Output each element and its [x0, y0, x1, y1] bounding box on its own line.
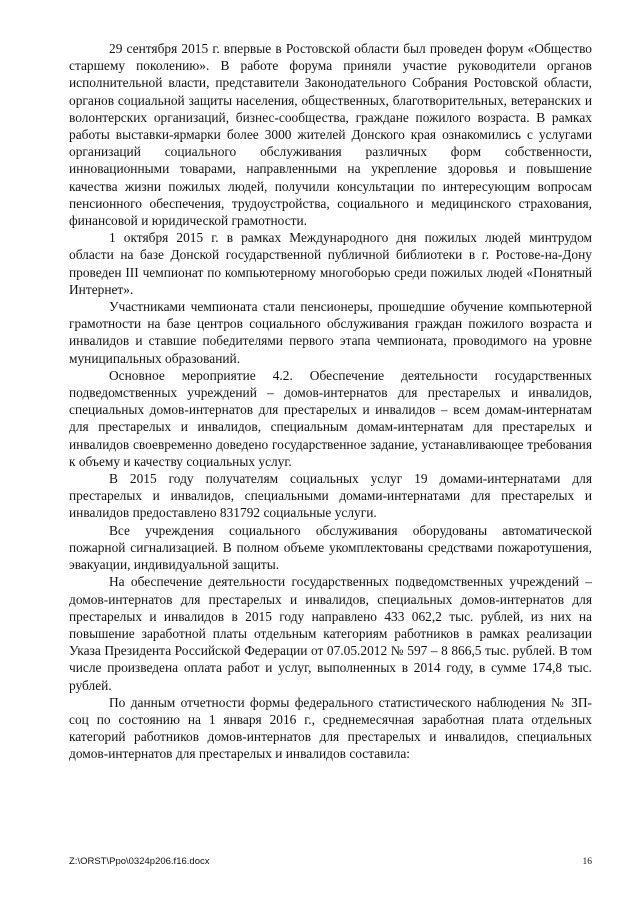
page-number: 16	[582, 857, 592, 867]
paragraph-wages: По данным отчетности формы федерального статистического наблюдения № ЗП-соц по состоянию на 1 января 2016 г., среднемесячная заработная плата отдельных категорий работников домов-интернатов для престарелых и инвалидов, специальных домов-интернатов для престарелых и инвалидов составила:	[69, 694, 592, 762]
paragraph-main-activity: Основное мероприятие 4.2. Обеспечение деятельности государственных подведомственных учреждений – домов-интернатов для престарелых и инвалидов, специальных домов-интернатов для престарелых и инвалидов – всем домам-интернатам для престарелых и инвалидов, специальным домам-интернатам для престарелых и инвалидов своевременно доведено государственное задание, устанавливающее требования к объему и качеству социальных услуг.	[69, 367, 592, 469]
paragraph-funding: На обеспечение деятельности государственных подведомственных учреждений – домов-интернатов для престарелых и инвалидов, специальных домов-интернатов для престарелых и инвалидов в 2015 году направлено 433 062,2 тыс. рублей, из них на повышение заработной платы отдельным категориям работников в рамках реализации Указа Президента Российской Федерации от 07.05.2012 № 597 – 8 866,5 тыс. рублей. В том числе произведена оплата работ и услуг, выполненных в 2014 году, в сумме 174,8 тыс. рублей.	[69, 574, 592, 693]
document-body	[69, 40, 592, 763]
paragraph-participants: Участниками чемпионата стали пенсионеры, прошедшие обучение компьютерной грамотности на базе центров социального обслуживания граждан пожилого возраста и инвалидов и ставшие победителями первого этапа чемпионата, проводимого на уровне муниципальных образований.	[69, 299, 592, 366]
page-footer	[69, 856, 592, 870]
paragraph-fire-safety: Все учреждения социального обслуживания оборудованы автоматической пожарной сигнализацией. В полном объеме укомплектованы средствами пожаротушения, эвакуации, индивидуальной защиты.	[69, 522, 592, 573]
paragraph-forum: 29 сентября 2015 г. впервые в Ростовской области был проведен форум «Общество старшему поколению». В работе форума приняли участие руководители органов исполнительной власти, представители Законодательного Собрания Ростовской области, органов социальной защиты населения, общественных, благотворительных, ветеранских и волонтерских организаций, бизнес-сообщества, граждане пожилого возраста. В рамках работы выставки-ярмарки более 3000 жителей Донского края ознакомились с услугами организаций социального обслуживания различных форм собственности, инновационными товарами, направленными на укрепление здоровья и повышение качества жизни пожилых людей, получили консультации по интересующим вопросам пенсионного обеспечения, трудоустройства, социального и медицинского страхования, финансовой и юридической грамотности.	[69, 41, 592, 229]
paragraph-social-services: В 2015 году получателям социальных услуг 19 домами-интернатами для престарелых и инвалидов, специальными домами-интернатами для престарелых и инвалидов предоставлено 831792 социальные услуги.	[69, 471, 592, 521]
footer-file-path: Z:\ORST\Ppo\0324p206.f16.docx	[69, 856, 210, 867]
paragraph-championship: 1 октября 2015 г. в рамках Международного дня пожилых людей минтрудом области на базе Донской государственной публичной библиотеки в г. Ростове-на-Дону проведен III чемпионат по компьютерному многоборью среди пожилых людей «Понятный Интернет».	[69, 230, 592, 297]
